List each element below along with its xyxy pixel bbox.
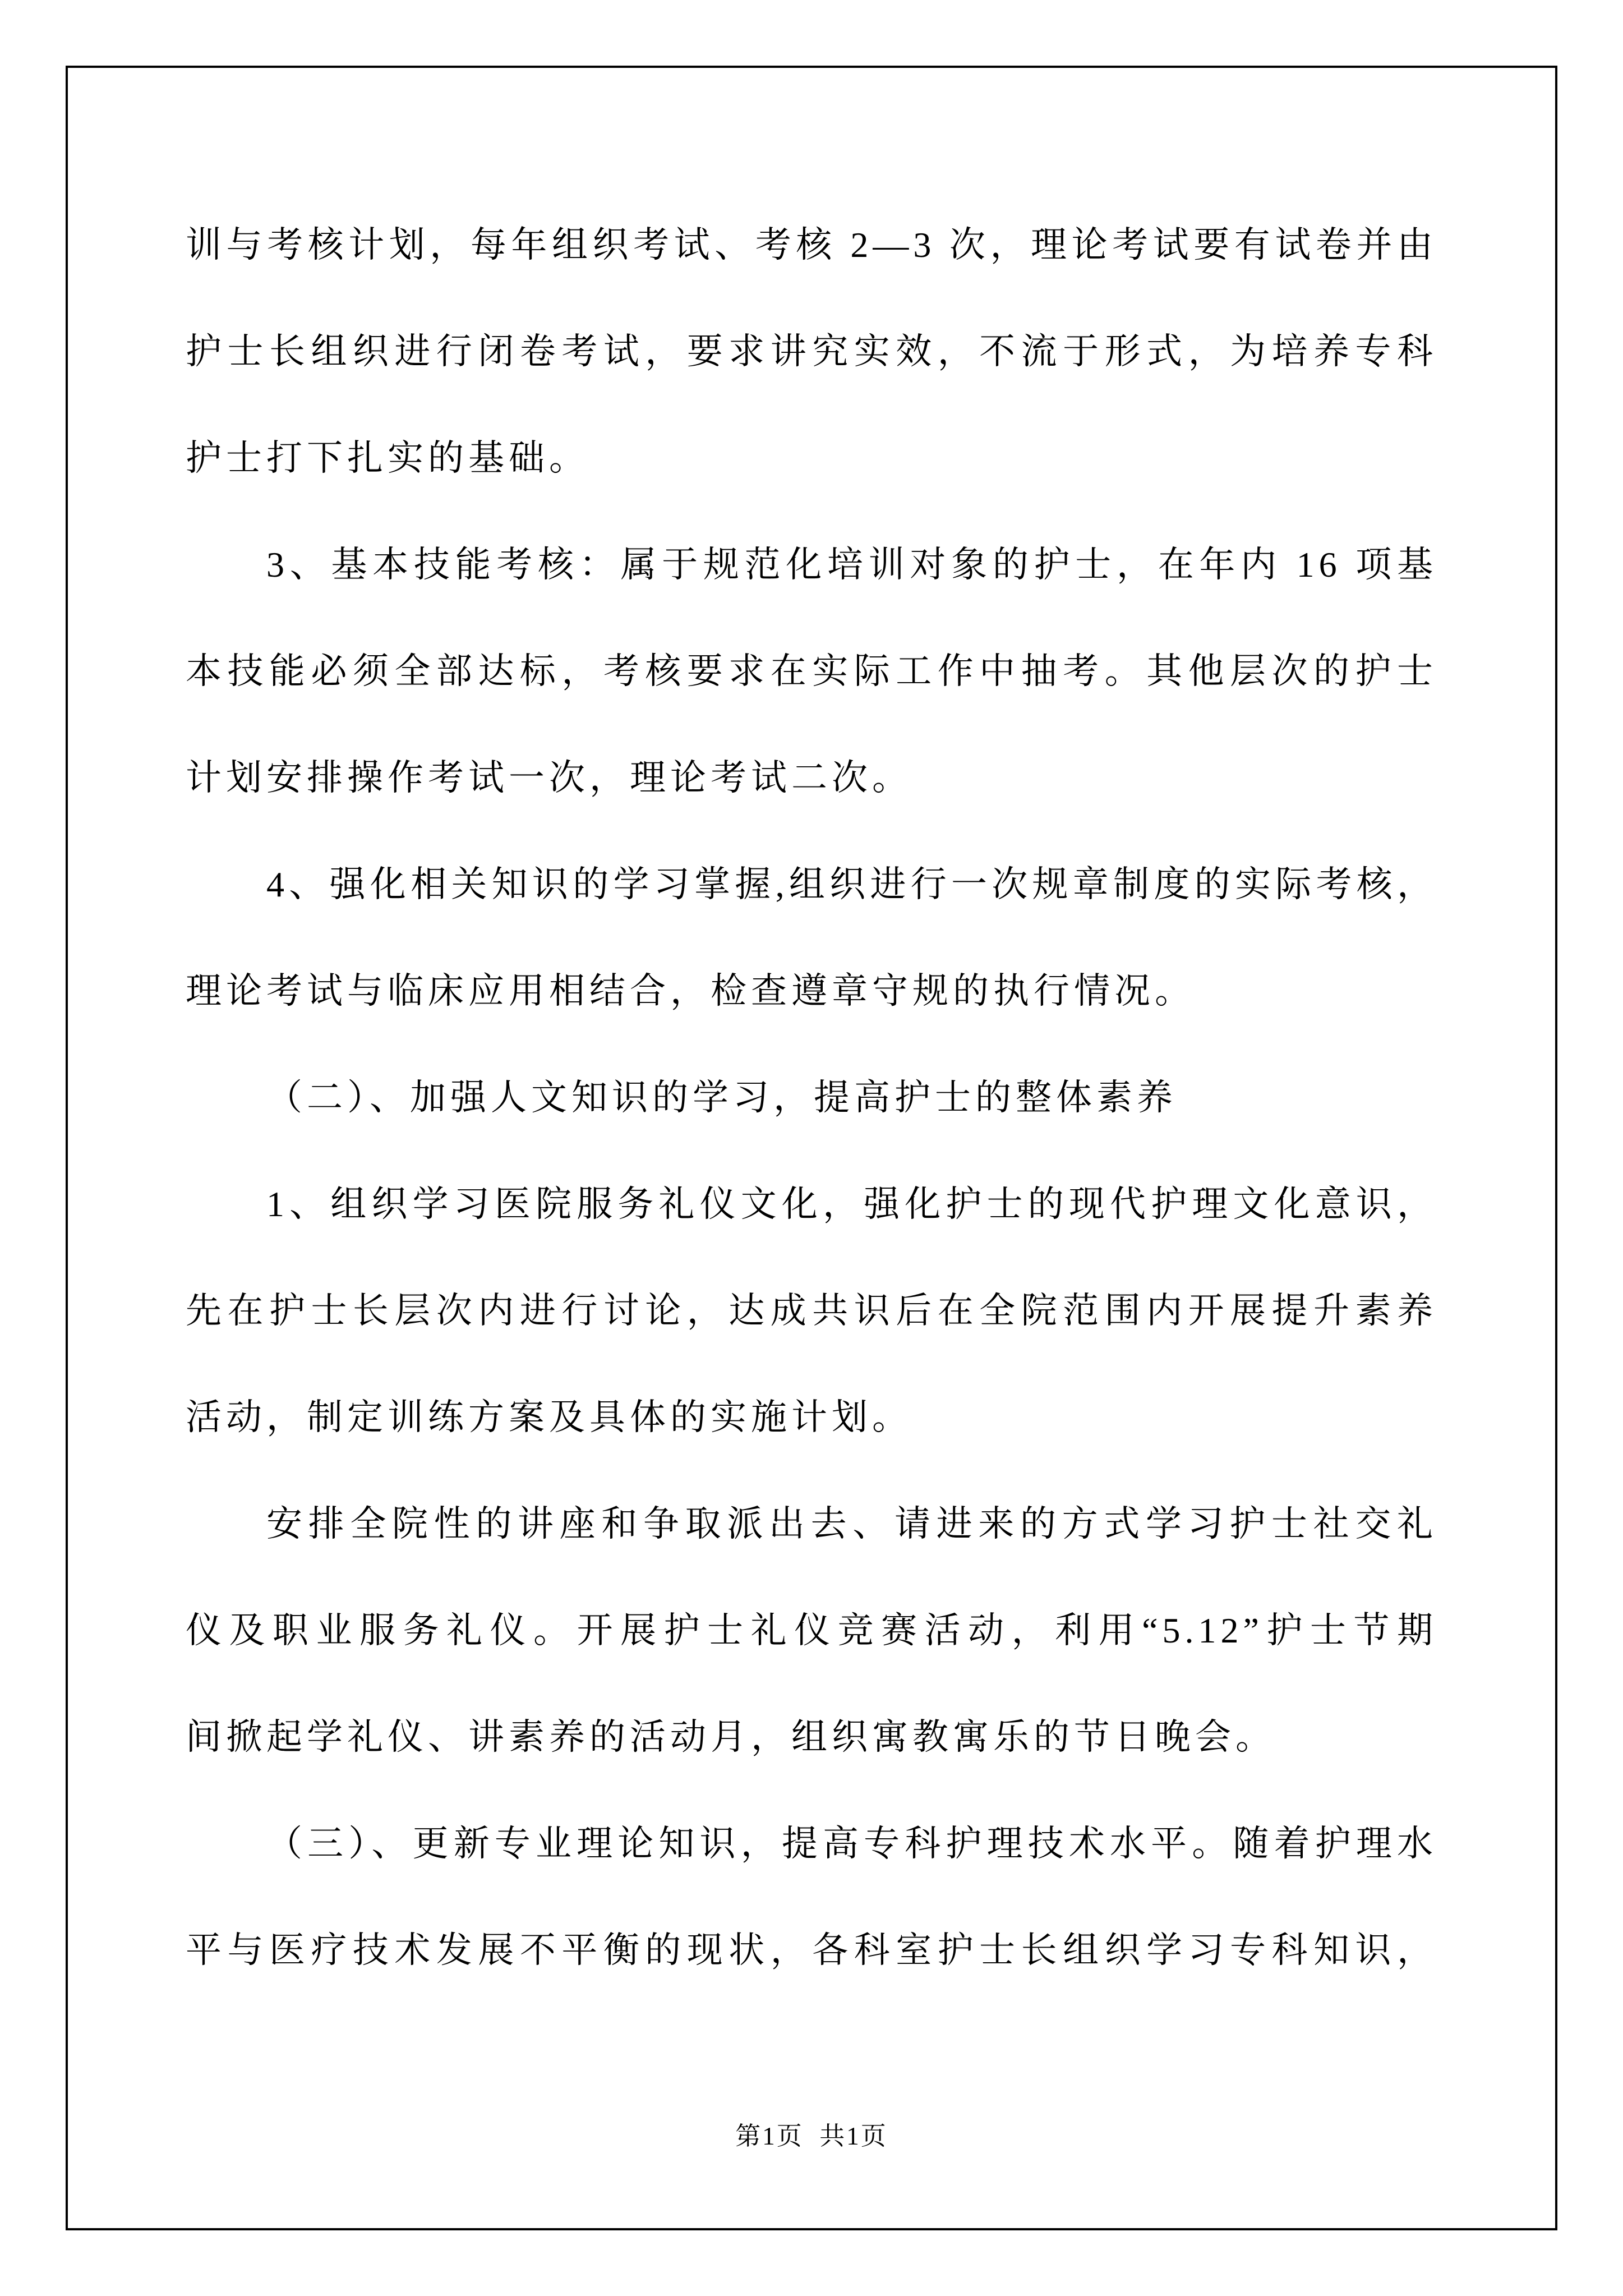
text-line: （二）、加强人文知识的学习，提高护士的整体素养 xyxy=(266,1078,1177,1117)
text-line: 1、组织学习医院服务礼仪文化，强化护士的现代护理文化意识， xyxy=(266,1184,1437,1224)
text-line: （三）、更新专业理论知识，提高专科护理技术水平。随着护理水 xyxy=(266,1824,1437,1864)
text-line: 平与医疗技术发展不平衡的现状，各科室护士长组织学习专科知识， xyxy=(186,1930,1437,1970)
text-line: 仪及职业服务礼仪。开展护士礼仪竞赛活动，利用“5.12”护士节期 xyxy=(186,1611,1437,1650)
text-line: 理论考试与临床应用相结合，检查遵章守规的执行情况。 xyxy=(186,971,1195,1011)
document-body xyxy=(186,192,1437,2004)
text-line: 本技能必须全部达标，考核要求在实际工作中抽考。其他层次的护士 xyxy=(186,651,1437,691)
text-line: 训与考核计划，每年组织考试、考核 2—3 次，理论考试要有试卷并由 xyxy=(186,225,1437,265)
text-line: 护士长组织进行闭卷考试，要求讲究实效，不流于形式，为培养专科 xyxy=(186,332,1437,371)
text-line: 计划安排操作考试一次，理论考试二次。 xyxy=(186,758,912,798)
text-line: 3、基本技能考核：属于规范化培训对象的护士，在年内 16 项基 xyxy=(266,545,1437,585)
text-line: 4、强化相关知识的学习掌握,组织进行一次规章制度的实际考核， xyxy=(266,864,1437,904)
text-line: 先在护士长层次内进行讨论，达成共识后在全院范围内开展提升素养 xyxy=(186,1291,1437,1331)
text-line: 活动，制定训练方案及具体的实施计划。 xyxy=(186,1397,912,1437)
footer-page-number: 第1页 共1页 xyxy=(735,2122,888,2150)
text-line: 护士打下扎实的基础。 xyxy=(186,438,589,478)
text-line: 安排全院性的讲座和争取派出去、请进来的方式学习护士社交礼 xyxy=(266,1504,1437,1544)
text-line: 间掀起学礼仪、讲素养的活动月，组织寓教寓乐的节日晚会。 xyxy=(186,1717,1276,1757)
